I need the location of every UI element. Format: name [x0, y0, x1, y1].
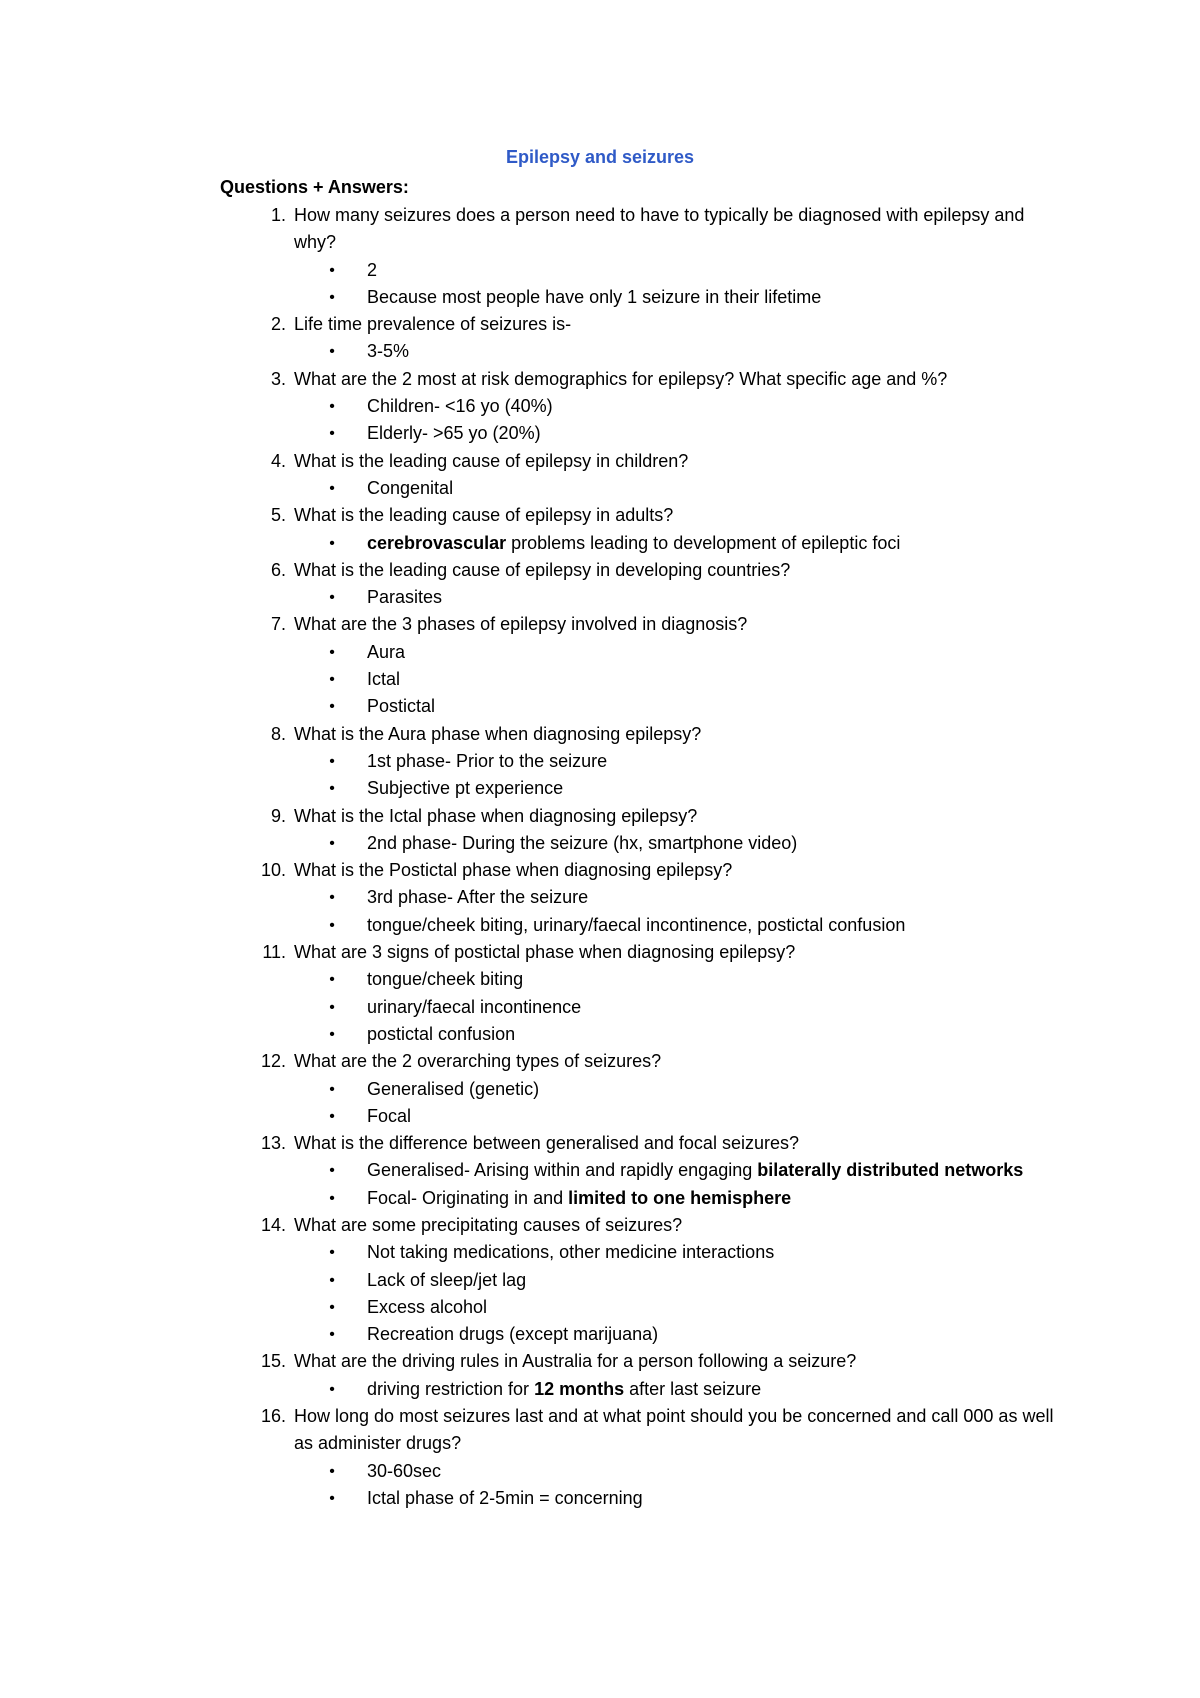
- bullet-icon: •: [329, 916, 335, 934]
- question-item: [0, 611, 1200, 638]
- answer-text: [367, 1076, 1027, 1103]
- answer-text: [367, 257, 1027, 284]
- question-number: 6.: [270, 559, 286, 580]
- answer-text: [367, 1185, 1027, 1212]
- answer-bold-text: cerebrovascular: [367, 532, 507, 553]
- answer-plain-text: Generalised (genetic): [367, 1078, 540, 1099]
- question-text: What are 3 signs of postictal phase when diagnosing epilepsy?: [294, 942, 796, 963]
- answer-item: [0, 584, 1200, 611]
- question-item: [0, 502, 1200, 529]
- answer-plain-text: tongue/cheek biting, urinary/faecal incontinence, postictal confusion: [367, 914, 906, 935]
- bullet-icon: •: [329, 780, 335, 798]
- bullet-icon: •: [329, 834, 335, 852]
- answer-text: [367, 639, 1027, 666]
- question-item: [0, 1130, 1200, 1157]
- answer-text: [367, 1485, 1027, 1512]
- answer-bold-text: bilaterally distributed networks: [757, 1160, 1024, 1181]
- bullet-icon: •: [329, 971, 335, 989]
- answer-item: [0, 830, 1200, 857]
- question-text: What are some precipitating causes of seizures?: [294, 1214, 683, 1235]
- bullet-icon: •: [329, 1462, 335, 1480]
- question-text: How long do most seizures last and at what point should you be concerned and call 000 as well as administer drugs?: [294, 1406, 1054, 1454]
- question-item: [0, 939, 1200, 966]
- answer-item: [0, 1239, 1200, 1266]
- answer-plain-text: 3rd phase- After the seizure: [367, 887, 589, 908]
- question-item: [0, 448, 1200, 475]
- answer-item: [0, 475, 1200, 502]
- answer-item: [0, 1267, 1200, 1294]
- bullet-icon: •: [329, 998, 335, 1016]
- question-text: What are the 2 overarching types of seizures?: [294, 1051, 662, 1072]
- answer-item: [0, 1157, 1200, 1184]
- answer-item: [0, 1376, 1200, 1403]
- answer-item: [0, 966, 1200, 993]
- answer-item: [0, 1321, 1200, 1348]
- answer-text: [367, 693, 1027, 720]
- answer-plain-text: Focal: [367, 1105, 412, 1126]
- answer-plain-text: 2: [367, 259, 378, 280]
- answer-plain-text: tongue/cheek biting: [367, 969, 524, 990]
- question-text: What is the Postictal phase when diagnosing epilepsy?: [294, 860, 733, 881]
- question-number: 7.: [270, 614, 286, 635]
- answer-plain-text: problems leading to development of epileptic foci: [506, 532, 901, 553]
- answer-item: [0, 884, 1200, 911]
- answer-text: [367, 530, 1027, 557]
- question-number: 11.: [262, 942, 286, 963]
- bullet-icon: •: [329, 479, 335, 497]
- answer-text: [367, 830, 1027, 857]
- answer-item: [0, 530, 1200, 557]
- bullet-icon: •: [329, 1271, 335, 1289]
- answer-plain-text: Children- <16 yo (40%): [367, 396, 553, 417]
- answer-text: [367, 884, 1027, 911]
- answer-item: [0, 748, 1200, 775]
- answer-plain-text: driving restriction for: [367, 1378, 535, 1399]
- answer-plain-text: Aura: [367, 641, 406, 662]
- answer-text: [367, 284, 1027, 311]
- answer-bold-text: limited to one hemisphere: [568, 1187, 792, 1208]
- question-text: What is the leading cause of epilepsy in children?: [294, 450, 689, 471]
- answer-plain-text: Elderly- >65 yo (20%): [367, 423, 541, 444]
- question-item: [0, 1212, 1200, 1239]
- question-text: What are the 3 phases of epilepsy involved in diagnosis?: [294, 614, 748, 635]
- answer-text: [367, 1321, 1027, 1348]
- answer-text: [367, 994, 1027, 1021]
- question-text: What is the leading cause of epilepsy in developing countries?: [294, 559, 791, 580]
- answer-text: [367, 1267, 1027, 1294]
- question-item: [0, 366, 1200, 393]
- answer-plain-text: 30-60sec: [367, 1460, 442, 1481]
- question-item: [0, 721, 1200, 748]
- question-number: 16.: [260, 1406, 286, 1427]
- answer-text: [367, 912, 1027, 939]
- answer-item: [0, 1458, 1200, 1485]
- question-text: Life time prevalence of seizures is-: [294, 314, 572, 335]
- answer-plain-text: Ictal phase of 2-5min = concerning: [367, 1487, 643, 1508]
- answer-plain-text: Lack of sleep/jet lag: [367, 1269, 527, 1290]
- question-text: What is the Aura phase when diagnosing epilepsy?: [294, 723, 702, 744]
- qa-list: [0, 202, 1200, 1512]
- answer-plain-text: urinary/faecal incontinence: [367, 996, 582, 1017]
- question-number: 2.: [270, 314, 286, 335]
- answer-text: [367, 1021, 1027, 1048]
- question-number: 12.: [260, 1051, 286, 1072]
- bullet-icon: •: [329, 1244, 335, 1262]
- question-item: [0, 803, 1200, 830]
- answer-text: [367, 584, 1027, 611]
- answer-plain-text: postictal confusion: [367, 1023, 516, 1044]
- answer-item: [0, 775, 1200, 802]
- answer-text: [367, 1157, 1027, 1184]
- answer-plain-text: Not taking medications, other medicine interactions: [367, 1242, 775, 1263]
- answer-item: [0, 1103, 1200, 1130]
- answer-text: [367, 1103, 1027, 1130]
- answer-plain-text: Subjective pt experience: [367, 778, 564, 799]
- bullet-icon: •: [329, 1080, 335, 1098]
- bullet-icon: •: [329, 1107, 335, 1125]
- answer-item: [0, 284, 1200, 311]
- question-text: What is the difference between generalised and focal seizures?: [294, 1133, 799, 1154]
- bullet-icon: •: [329, 398, 335, 416]
- bullet-icon: •: [329, 752, 335, 770]
- answer-plain-text: Parasites: [367, 587, 443, 608]
- question-number: 9.: [270, 805, 286, 826]
- answer-item: [0, 1485, 1200, 1512]
- answer-plain-text: Generalised- Arising within and rapidly engaging: [367, 1160, 758, 1181]
- answer-plain-text: Excess alcohol: [367, 1296, 488, 1317]
- bullet-icon: •: [329, 1025, 335, 1043]
- question-item: [0, 1403, 1200, 1458]
- answer-text: [367, 1458, 1027, 1485]
- question-number: 8.: [270, 723, 286, 744]
- answer-item: [0, 393, 1200, 420]
- bullet-icon: •: [329, 1298, 335, 1316]
- answer-item: [0, 994, 1200, 1021]
- bullet-icon: •: [329, 1162, 335, 1180]
- answer-item: [0, 666, 1200, 693]
- bullet-icon: •: [329, 889, 335, 907]
- answer-plain-text: 1st phase- Prior to the seizure: [367, 750, 608, 771]
- answer-text: [367, 393, 1027, 420]
- question-item: [0, 202, 1200, 257]
- question-number: 14.: [260, 1214, 286, 1235]
- section-heading: Questions + Answers:: [220, 177, 409, 197]
- bullet-icon: •: [329, 288, 335, 306]
- bullet-icon: •: [329, 589, 335, 607]
- answer-plain-text: after last seizure: [624, 1378, 762, 1399]
- question-text: How many seizures does a person need to have to typically be diagnosed with epilepsy and why?: [294, 205, 1025, 253]
- bullet-icon: •: [329, 261, 335, 279]
- answer-plain-text: Postictal: [367, 696, 436, 717]
- question-number: 10.: [260, 860, 286, 881]
- answer-item: [0, 912, 1200, 939]
- answer-plain-text: Congenital: [367, 477, 454, 498]
- answer-text: [367, 966, 1027, 993]
- question-item: [0, 857, 1200, 884]
- question-number: 4.: [270, 450, 286, 471]
- question-item: [0, 1348, 1200, 1375]
- answer-text: [367, 666, 1027, 693]
- question-text: What are the 2 most at risk demographics for epilepsy? What specific age and %?: [294, 368, 948, 389]
- answer-plain-text: Focal- Originating in and: [367, 1187, 569, 1208]
- answer-text: [367, 420, 1027, 447]
- answer-text: [367, 1376, 1027, 1403]
- answer-plain-text: Ictal: [367, 669, 401, 690]
- bullet-icon: •: [329, 1380, 335, 1398]
- question-text: What is the leading cause of epilepsy in adults?: [294, 505, 674, 526]
- answer-text: [367, 475, 1027, 502]
- answer-text: [367, 1239, 1027, 1266]
- question-item: [0, 1048, 1200, 1075]
- question-number: 3.: [270, 368, 286, 389]
- answer-item: [0, 1294, 1200, 1321]
- answer-item: [0, 257, 1200, 284]
- answer-item: [0, 693, 1200, 720]
- question-item: [0, 311, 1200, 338]
- question-item: [0, 557, 1200, 584]
- answer-plain-text: Because most people have only 1 seizure in their lifetime: [367, 286, 822, 307]
- answer-item: [0, 1076, 1200, 1103]
- answer-text: [367, 775, 1027, 802]
- answer-item: [0, 1185, 1200, 1212]
- bullet-icon: •: [329, 643, 335, 661]
- answer-item: [0, 420, 1200, 447]
- answer-text: [367, 748, 1027, 775]
- bullet-icon: •: [329, 698, 335, 716]
- answer-bold-text: 12 months: [534, 1378, 625, 1399]
- bullet-icon: •: [329, 1326, 335, 1344]
- answer-plain-text: Recreation drugs (except marijuana): [367, 1324, 659, 1345]
- question-number: 5.: [270, 505, 286, 526]
- bullet-icon: •: [329, 1489, 335, 1507]
- answer-item: [0, 1021, 1200, 1048]
- answer-plain-text: 3-5%: [367, 341, 410, 362]
- bullet-icon: •: [329, 343, 335, 361]
- bullet-icon: •: [329, 1189, 335, 1207]
- question-text: What are the driving rules in Australia for a person following a seizure?: [294, 1351, 857, 1372]
- document-title: Epilepsy and seizures: [505, 147, 695, 167]
- question-text: What is the Ictal phase when diagnosing epilepsy?: [294, 805, 698, 826]
- bullet-icon: •: [329, 671, 335, 689]
- question-number: 13.: [260, 1133, 286, 1154]
- answer-plain-text: 2nd phase- During the seizure (hx, smartphone video): [367, 832, 798, 853]
- answer-text: [367, 1294, 1027, 1321]
- bullet-icon: •: [329, 425, 335, 443]
- answer-item: [0, 338, 1200, 365]
- question-number: 1.: [270, 205, 286, 225]
- answer-text: [367, 338, 1027, 365]
- question-number: 15.: [260, 1351, 286, 1372]
- answer-item: [0, 639, 1200, 666]
- bullet-icon: •: [329, 534, 335, 552]
